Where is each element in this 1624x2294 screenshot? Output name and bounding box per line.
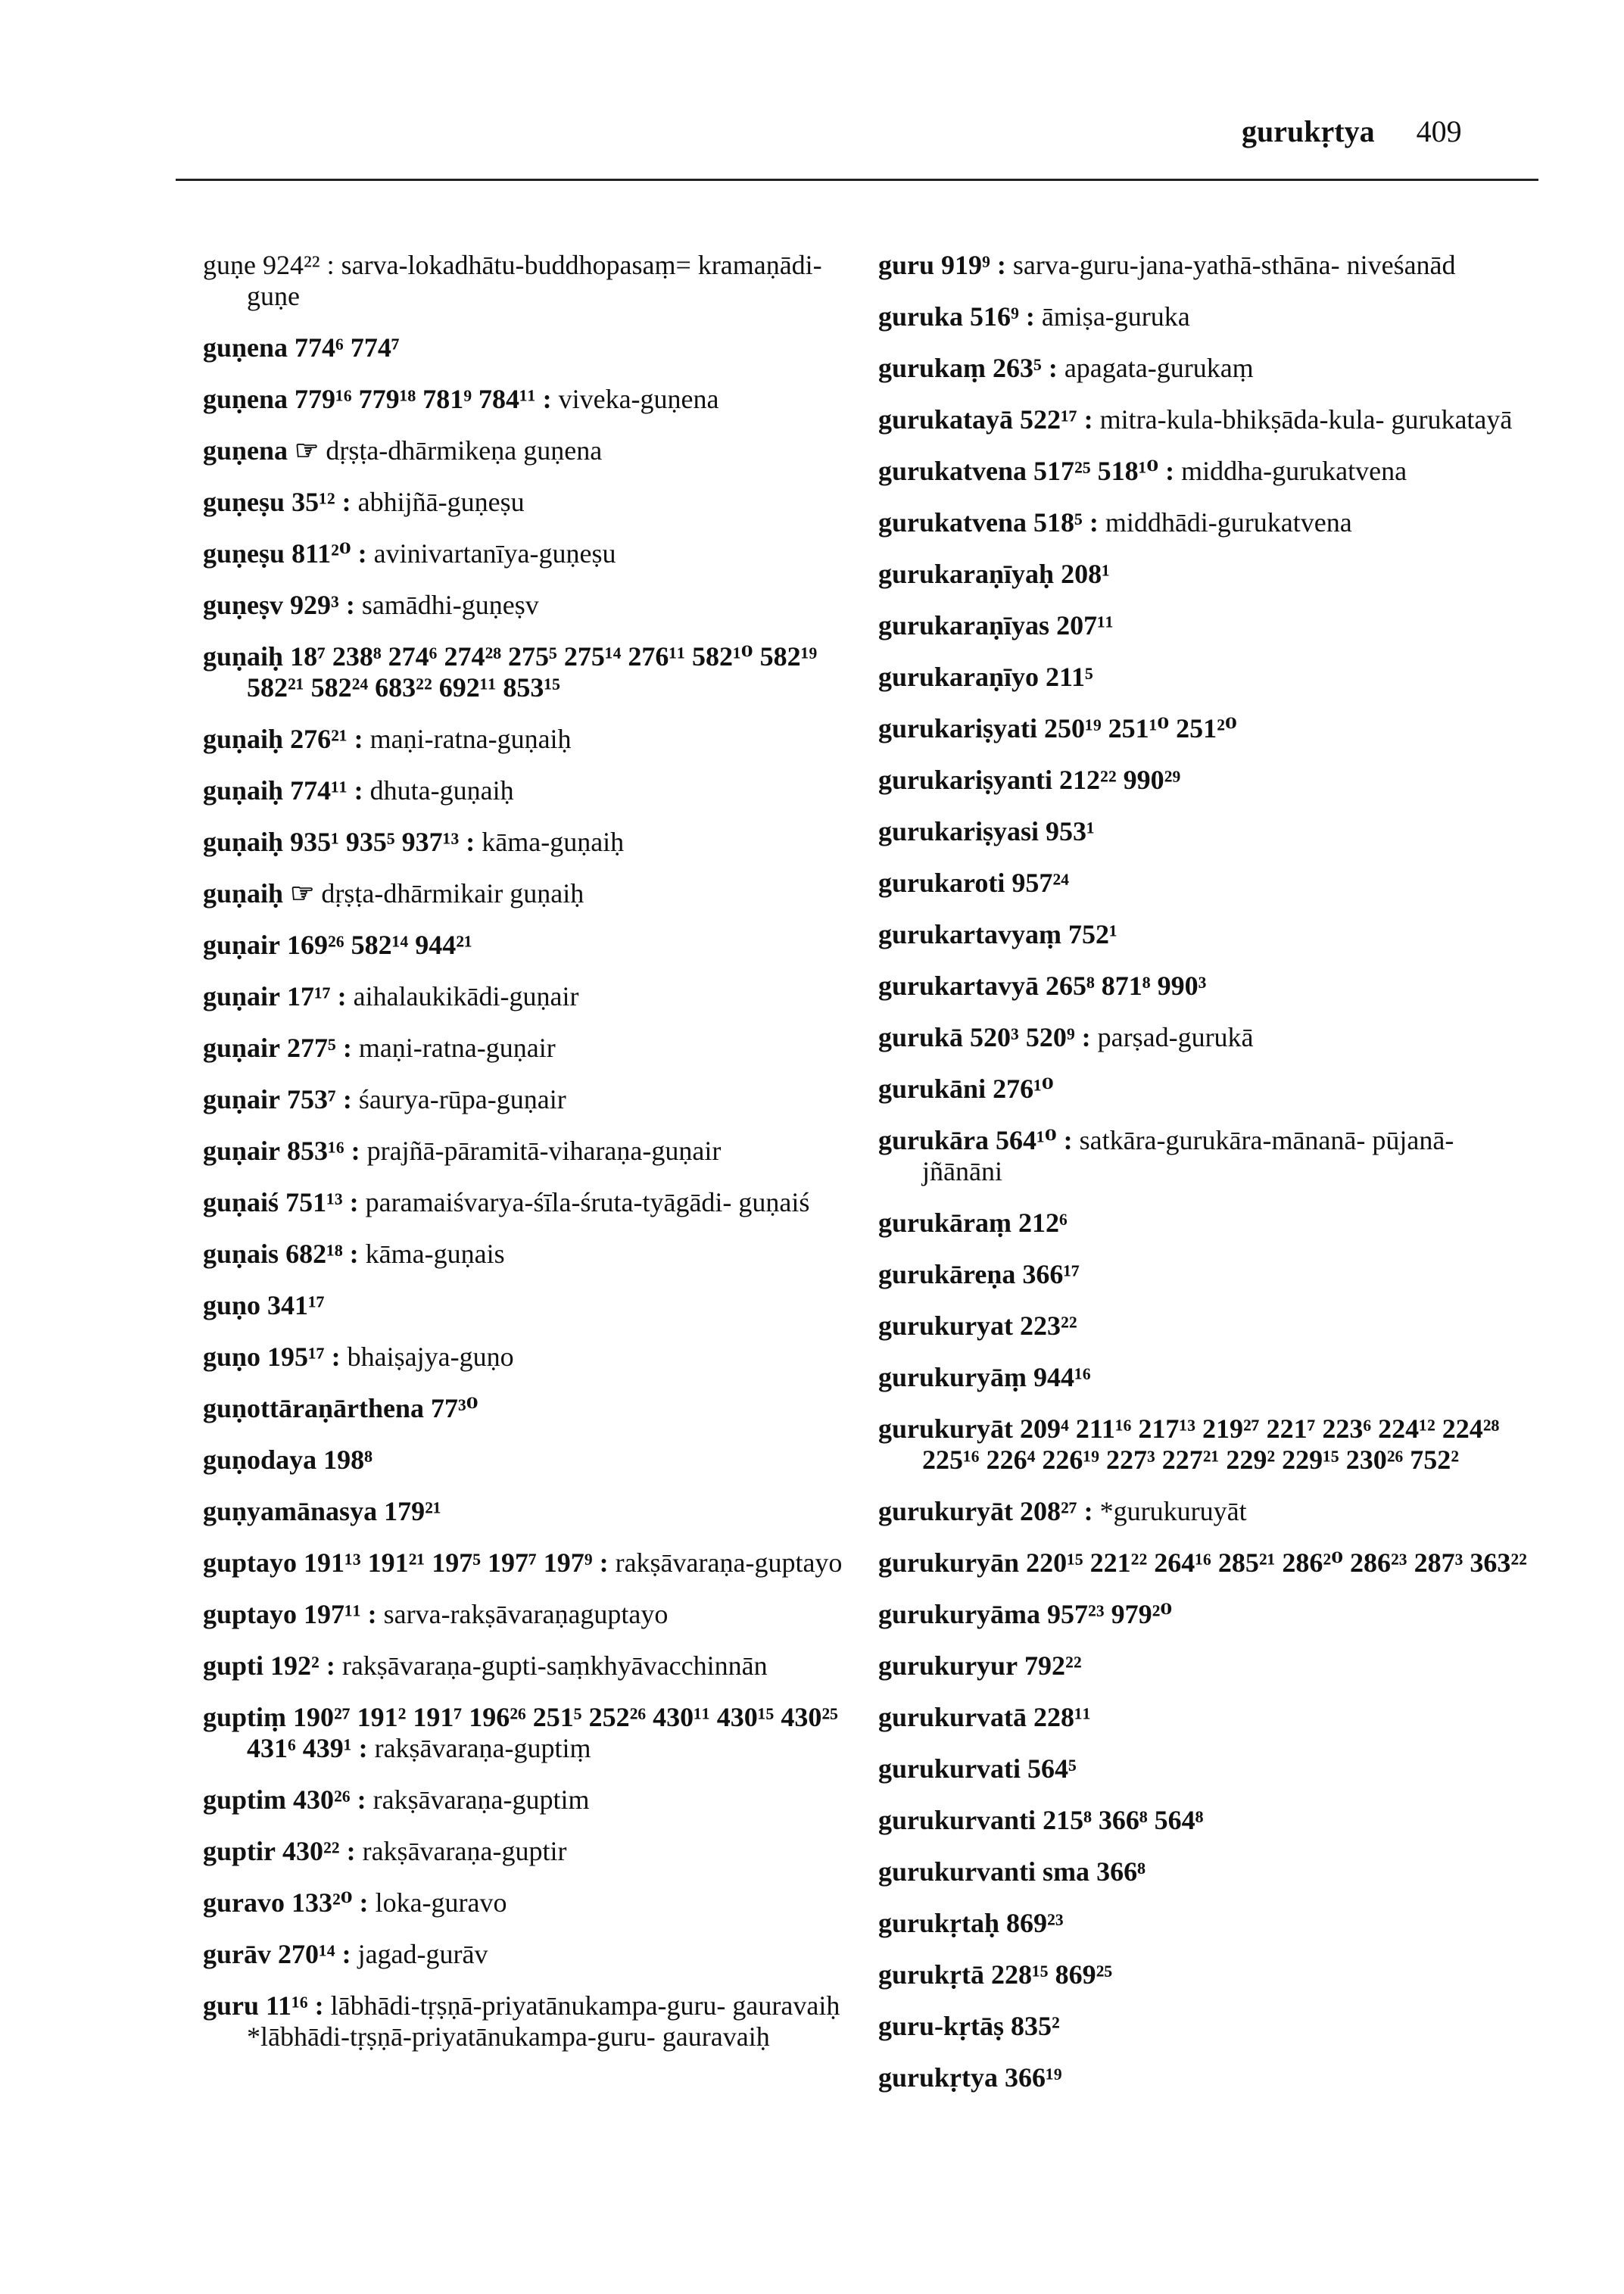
entry-references: 263⁵ : [993, 353, 1058, 383]
entry-references: 752¹ [1068, 919, 1117, 949]
entry-headword: guṇodaya [203, 1445, 317, 1475]
index-entry [878, 2011, 1529, 2042]
entry-headword: gurukaṃ [878, 353, 987, 383]
index-entry [203, 1784, 854, 1816]
entry-headword: guru [878, 250, 935, 280]
entry-headword: guṇaiś [203, 1187, 279, 1217]
index-entry [203, 1702, 854, 1764]
index-entry [203, 641, 854, 703]
index-entry [203, 1033, 854, 1064]
entry-gloss: sarva-rakṣāvaraṇaguptayo [383, 1599, 669, 1629]
entry-gloss: parṣad-gurukā [1097, 1022, 1254, 1052]
entry-references: 779¹⁶ 779¹⁸ 781⁹ 784¹¹ : [295, 384, 552, 414]
entry-headword: gurukṛtya [878, 2062, 999, 2093]
entry-headword: guṇena [203, 435, 288, 466]
entry-headword: gurukuryāt [878, 1413, 1014, 1444]
entry-references: 522¹⁷ : [1020, 404, 1093, 435]
entry-headword: gurukāra [878, 1125, 990, 1155]
entry-gloss: aihalaukikādi-guṇair [353, 981, 579, 1011]
entry-references: 270¹⁴ : [278, 1939, 351, 1969]
entry-references: 774¹¹ : [290, 775, 363, 806]
index-entry [203, 435, 854, 466]
entry-references: 276¹⁰ [993, 1074, 1054, 1104]
entry-gloss: abhijñā-guṇeṣu [357, 487, 525, 517]
index-entry [878, 1413, 1529, 1476]
entry-references: 11¹⁶ : [266, 1990, 324, 2021]
index-entry [203, 1084, 854, 1115]
entry-references: 208¹ [1061, 559, 1110, 589]
index-entry [203, 384, 854, 415]
entry-gloss: middhādi-gurukatvena [1105, 507, 1352, 538]
entry-references: 35¹² : [291, 487, 351, 517]
index-entry [203, 538, 854, 569]
entry-headword: gurukṛtaḥ [878, 1908, 1000, 1938]
entry-references: 341¹⁷ [267, 1290, 325, 1320]
entry-references: 250¹⁹ 251¹⁰ 251²⁰ [1044, 713, 1237, 743]
entry-gloss: avinivartanīya-guṇeṣu [373, 538, 616, 569]
entry-headword: gurukuryāṃ [878, 1362, 1027, 1392]
entry-gloss: paramaiśvarya-śīla-śruta-tyāgādi- guṇaiś [365, 1187, 810, 1217]
index-entry [203, 1496, 854, 1527]
index-entry [878, 1074, 1529, 1105]
entry-gloss: rakṣāvaraṇa-guptir [362, 1836, 567, 1866]
index-entry [203, 1187, 854, 1218]
entry-headword: gurukatvena [878, 507, 1027, 538]
entry-headword: gurukaraṇīyo [878, 662, 1040, 692]
index-entry [878, 456, 1529, 487]
entry-gloss: jagad-gurāv [357, 1939, 488, 1969]
entry-headword: guṇena [203, 384, 288, 414]
index-entry [878, 1022, 1529, 1053]
entry-headword: guṇaiḥ [203, 775, 284, 806]
entry-references: 929³ : [290, 590, 355, 620]
entry-references: 276²¹ : [290, 724, 363, 754]
entry-headword: guptiṃ [203, 1702, 287, 1732]
index-entry [878, 610, 1529, 641]
entry-references: 517²⁵ 518¹⁰ : [1033, 456, 1175, 486]
entry-gloss: prajñā-pāramitā-viharaṇa-guṇair [366, 1136, 722, 1166]
entry-headword: gurukā [878, 1022, 964, 1052]
entry-gloss: dṛṣṭa-dhārmikeṇa guṇena [326, 435, 603, 466]
entry-references: ☞ [295, 435, 320, 466]
entry-references: 212⁶ [1018, 1208, 1068, 1238]
index-entry [878, 559, 1529, 590]
entry-references: 209⁴ 211¹⁶ 217¹³ 219²⁷ 221⁷ 223⁶ 224¹² 224²⁸ 225¹⁶ 226⁴ 226¹⁹ 227³ 227²¹ 229² 229¹⁵ 230²⁶ 752² [922, 1413, 1500, 1475]
entry-references: 215⁸ 366⁸ 564⁸ [1043, 1805, 1204, 1835]
index-entry [878, 1599, 1529, 1630]
entry-references: 208²⁷ : [1020, 1496, 1093, 1526]
entry-headword: gurukṛtā [878, 1959, 985, 1990]
index-entry [878, 1496, 1529, 1527]
entry-gloss: *gurukuruyāt [1099, 1496, 1247, 1526]
entry-references: 195¹⁷ : [267, 1342, 341, 1372]
entry-references: 520³ 520⁹ : [970, 1022, 1091, 1052]
index-entry [878, 765, 1529, 796]
index-entry [203, 724, 854, 755]
entry-headword: gupti [203, 1650, 264, 1681]
entry-references: 430²² : [282, 1836, 356, 1866]
entry-gloss: mitra-kula-bhikṣāda-kula- gurukatayā [1099, 404, 1513, 435]
index-entry [203, 775, 854, 806]
entry-references: 197¹¹ : [304, 1599, 377, 1629]
entry-references: 207¹¹ [1056, 610, 1114, 641]
entry-references: 518⁵ : [1033, 507, 1099, 538]
entry-references: 792²² [1024, 1650, 1082, 1681]
header-rule [176, 179, 1538, 181]
index-entry [878, 919, 1529, 950]
entry-references: 924²² : [262, 250, 335, 280]
index-entry [878, 353, 1529, 384]
entry-gloss: sarva-guru-jana-yathā-sthāna- niveśanād [1012, 250, 1456, 280]
entry-references: 366⁸ [1096, 1856, 1146, 1887]
index-entry [878, 1650, 1529, 1682]
entry-gloss: samādhi-guṇeṣv [361, 590, 539, 620]
index-entry [203, 1136, 854, 1167]
entry-headword: gurukurvatā [878, 1702, 1027, 1732]
entry-references: 211⁵ [1046, 662, 1093, 692]
entry-references: 516⁹ : [970, 301, 1035, 332]
entry-headword: guravo [203, 1887, 285, 1918]
entry-headword: gurāv [203, 1939, 271, 1969]
entry-gloss: lābhādi-tṛṣṇā-priyatānukampa-guru- gauravaiḥ *lābhādi-tṛṣṇā-priyatānukampa-guru- gauravaiḥ [247, 1990, 840, 2052]
entry-references: 869²³ [1006, 1908, 1064, 1938]
entry-headword: gurukartavyaṃ [878, 919, 1061, 949]
entry-references: 835² [1011, 2011, 1060, 2041]
index-entry [203, 332, 854, 363]
page-number: 409 [1416, 114, 1462, 148]
index-entry [878, 507, 1529, 538]
entry-headword: guṇottāraṇārthena [203, 1393, 425, 1423]
entry-gloss: middha-gurukatvena [1181, 456, 1407, 486]
index-entry [203, 1342, 854, 1373]
entry-headword: guṇyamānasya [203, 1496, 378, 1526]
entry-references: 919⁹ : [941, 250, 1006, 280]
entry-references: 751¹³ : [285, 1187, 359, 1217]
index-entry [203, 250, 854, 312]
entry-references: 753⁷ : [287, 1084, 352, 1114]
entry-references: 944¹⁶ [1033, 1362, 1091, 1392]
entry-gloss: kāma-guṇaiḥ [482, 827, 625, 857]
entry-headword: guṇair [203, 1136, 281, 1166]
index-entry [203, 1393, 854, 1424]
entry-headword: gurukurvanti [878, 1805, 1036, 1835]
entry-references: 228¹⁵ 869²⁵ [991, 1959, 1113, 1990]
entry-gloss: āmiṣa-guruka [1041, 301, 1190, 332]
entry-gloss: kāma-guṇais [365, 1239, 505, 1269]
entry-headword: guptir [203, 1836, 276, 1866]
index-entry [878, 1208, 1529, 1239]
index-entry [203, 1836, 854, 1867]
entry-headword: gurukaroti [878, 868, 1005, 898]
entry-gloss: dṛṣṭa-dhārmikair guṇaiḥ [321, 878, 584, 909]
index-entry [878, 1311, 1529, 1342]
entry-headword: guṇeṣu [203, 538, 285, 569]
entry-gloss: satkāra-gurukāra-mānanā- pūjanā-jñānāni [922, 1125, 1454, 1186]
entry-gloss: sarva-lokadhātu-buddhopasaṃ= kramaṇādi-guṇe [247, 250, 822, 311]
entry-gloss: viveka-guṇena [558, 384, 719, 414]
entry-headword: guṇeṣv [203, 590, 284, 620]
index-entry [203, 1445, 854, 1476]
entry-headword: gurukurvanti sma [878, 1856, 1090, 1887]
index-entry [878, 250, 1529, 281]
entry-headword: gurukatvena [878, 456, 1027, 486]
entry-references: 430²⁶ : [293, 1784, 366, 1815]
index-entry [878, 868, 1529, 899]
index-entry [878, 816, 1529, 847]
entry-headword: guṇe [203, 250, 256, 280]
entry-headword: guṇo [203, 1342, 261, 1372]
entry-headword: guṇais [203, 1239, 279, 1269]
entry-references: 564⁵ [1027, 1753, 1077, 1784]
entry-headword: guṇena [203, 332, 288, 363]
entry-references: 811²⁰ : [291, 538, 367, 569]
entry-headword: guptayo [203, 1548, 298, 1578]
header-headword: gurukṛtya [1242, 114, 1375, 148]
entry-headword: guptayo [203, 1599, 298, 1629]
entry-references: 265⁸ 871⁸ 990³ [1046, 971, 1207, 1001]
entry-gloss: rakṣāvaraṇa-guptiṃ [374, 1733, 591, 1763]
entry-headword: guṇair [203, 1033, 281, 1063]
index-entry [203, 1990, 854, 2052]
index-entry [878, 1259, 1529, 1290]
entry-references: 277⁵ : [287, 1033, 352, 1063]
entry-headword: gurukuryat [878, 1311, 1014, 1341]
entry-headword: gurukuryān [878, 1548, 1020, 1578]
index-entry [878, 1805, 1529, 1836]
index-entry [878, 1908, 1529, 1939]
entry-headword: guru [203, 1990, 260, 2021]
index-entry [878, 404, 1529, 435]
entry-gloss: loka-guravo [375, 1887, 507, 1918]
entry-gloss: dhuta-guṇaiḥ [369, 775, 514, 806]
entry-references: 853¹⁶ : [287, 1136, 360, 1166]
entry-references: 564¹⁰ : [996, 1125, 1073, 1155]
index-entry [878, 1753, 1529, 1784]
entry-references: 228¹¹ [1033, 1702, 1091, 1732]
index-entry [878, 971, 1529, 1002]
entry-references: 192² : [270, 1650, 335, 1681]
entry-headword: gurukariṣyati [878, 713, 1038, 743]
entry-references: 17¹⁷ : [287, 981, 347, 1011]
entry-gloss: maṇi-ratna-guṇair [358, 1033, 556, 1063]
entry-references: 366¹⁹ [1005, 2062, 1062, 2093]
entry-headword: gurukaraṇīyas [878, 610, 1050, 641]
index-entry [203, 487, 854, 518]
entry-references: 366¹⁷ [1022, 1259, 1080, 1289]
entry-headword: gurukāreṇa [878, 1259, 1016, 1289]
entry-headword: guṇaiḥ [203, 827, 284, 857]
entry-headword: guṇair [203, 981, 281, 1011]
entry-headword: gurukuryāt [878, 1496, 1014, 1526]
entry-references: 953¹ [1046, 816, 1095, 846]
entry-references: 212²² 990²⁹ [1059, 765, 1181, 795]
entry-headword: gurukariṣyanti [878, 765, 1053, 795]
index-entry [203, 981, 854, 1012]
entry-headword: guṇaiḥ [203, 641, 284, 672]
entry-headword: gurukartavyā [878, 971, 1040, 1001]
index-entry [878, 662, 1529, 693]
index-entry [203, 1239, 854, 1270]
entry-references: 190²⁷ 191² 191⁷ 196²⁶ 251⁵ 252²⁶ 430¹¹ 430¹⁵ 430²⁵ 431⁶ 439¹ : [247, 1702, 838, 1763]
index-entry [203, 878, 854, 909]
entry-headword: gurukāraṃ [878, 1208, 1012, 1238]
index-entry [878, 2062, 1529, 2093]
entry-headword: gurukuryur [878, 1650, 1018, 1681]
entry-headword: guṇeṣu [203, 487, 285, 517]
entry-headword: guṇaiḥ [203, 724, 284, 754]
index-entry [878, 301, 1529, 332]
index-entry [878, 1856, 1529, 1887]
entry-references: 223²² [1020, 1311, 1077, 1341]
index-entry [203, 930, 854, 961]
entry-references: 935¹ 935⁵ 937¹³ : [290, 827, 475, 857]
entry-headword: gurukurvati [878, 1753, 1021, 1784]
entry-gloss: rakṣāvaraṇa-guptim [372, 1784, 590, 1815]
entry-headword: gurukariṣyasi [878, 816, 1040, 846]
entry-headword: guṇair [203, 1084, 281, 1114]
entry-references: 169²⁶ 582¹⁴ 944²¹ [287, 930, 472, 960]
index-entry [878, 713, 1529, 744]
index-entry [878, 1362, 1529, 1393]
entry-references: 682¹⁸ : [285, 1239, 359, 1269]
entry-references: 179²¹ [384, 1496, 441, 1526]
entry-gloss: rakṣāvaraṇa-guptayo [615, 1548, 843, 1578]
entry-headword: guṇo [203, 1290, 261, 1320]
right-column [878, 250, 1529, 2114]
index-entry [203, 590, 854, 621]
entry-headword: gurukaraṇīyaḥ [878, 559, 1055, 589]
entry-gloss: śaurya-rūpa-guṇair [358, 1084, 566, 1114]
index-entry [203, 1290, 854, 1321]
index-entry [878, 1702, 1529, 1733]
entry-references: 77³⁰ [431, 1393, 478, 1423]
running-header [1242, 114, 1462, 149]
entry-headword: guṇair [203, 930, 281, 960]
entry-headword: guruka [878, 301, 964, 332]
entry-headword: gurukāni [878, 1074, 987, 1104]
entry-headword: gurukatayā [878, 404, 1014, 435]
index-entry [203, 1599, 854, 1630]
entry-headword: guṇaiḥ [203, 878, 284, 909]
entry-references: 774⁶ 774⁷ [295, 332, 400, 363]
entry-references: 198⁸ [323, 1445, 372, 1475]
entry-headword: gurukuryāma [878, 1599, 1041, 1629]
index-entry [878, 1125, 1529, 1187]
entry-headword: guru-kṛtāṣ [878, 2011, 1005, 2041]
index-entry [203, 1548, 854, 1579]
index-entry [203, 827, 854, 858]
index-entry [203, 1650, 854, 1682]
entry-references: 957²⁴ [1011, 868, 1069, 898]
entry-references: 191¹³ 191²¹ 197⁵ 197⁷ 197⁹ : [304, 1548, 609, 1578]
entry-references: 957²³ 979²⁰ [1047, 1599, 1173, 1629]
index-entry [878, 1959, 1529, 1990]
entry-references: ☞ [290, 878, 315, 909]
entry-gloss: maṇi-ratna-guṇaiḥ [369, 724, 572, 754]
entry-gloss: apagata-gurukaṃ [1064, 353, 1254, 383]
entry-references: 133²⁰ : [291, 1887, 369, 1918]
entry-gloss: bhaiṣajya-guṇo [347, 1342, 514, 1372]
entry-gloss: rakṣāvaraṇa-gupti-saṃkhyāvacchinnān [341, 1650, 768, 1681]
index-entry [203, 1939, 854, 1970]
entry-headword: guptim [203, 1784, 287, 1815]
index-entry [878, 1548, 1529, 1579]
index-entry [203, 1887, 854, 1918]
entry-references: 220¹⁵ 221²² 264¹⁶ 285²¹ 286²⁰ 286²³ 287³ 363²² [1026, 1548, 1527, 1578]
left-column [203, 250, 854, 2073]
entry-references: 18⁷ 238⁸ 274⁶ 274²⁸ 275⁵ 275¹⁴ 276¹¹ 582¹⁰ 582¹⁹ 582²¹ 582²⁴ 683²² 692¹¹ 853¹⁵ [247, 641, 818, 703]
